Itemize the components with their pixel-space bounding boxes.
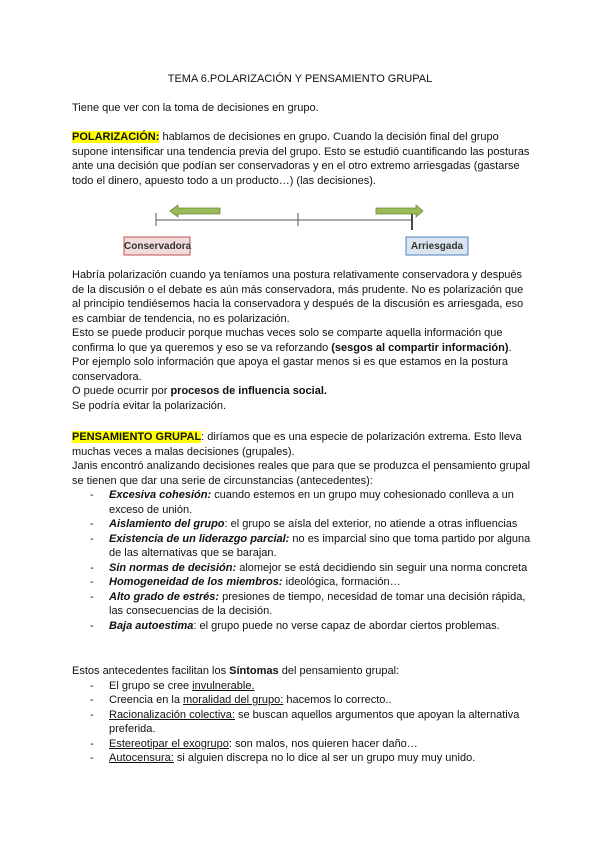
pensamiento-text: : diríamos que es una especie de polarización extrema. Esto lleva muchas veces a malas decisiones (grupales).: [72, 431, 522, 458]
para2-text2: Esto se puede producir porque muchas veces solo se comparte aquella información que confirma lo que ya queremos y eso se va reforzando (sesgos al compartir información).: [72, 327, 512, 354]
list-item: - Creencia en la moralidad del grupo: hacemos lo correcto..: [72, 693, 532, 708]
polarizacion-text: hablamos de decisiones en grupo. Cuando la decisión final del grupo supone intensificar una tendencia previa del grupo. Esto se estudió cuantificando las posturas ante una decisión que podían ser conservadoras y en el otro extremo arriesgadas (gastarse todo el dinero, apuesto todo a un producto…) (las decisiones).: [72, 131, 530, 187]
arrow-left-icon: [170, 205, 220, 217]
janis-text: Janis encontró analizando decisiones reales que para que se produzca el pensamiento grupal se tienen que dar una serie de circunstancias (antecedentes):: [72, 460, 531, 487]
list-item: - Estereotipar el exogrupo: son malos, nos quieren hacer daño…: [72, 737, 532, 752]
polarizacion-paragraph: [72, 130, 532, 188]
sintomas-paragraph: [72, 664, 532, 766]
pensamiento-label: PENSAMIENTO GRUPAL: [72, 431, 202, 443]
polarizacion-explanation: [72, 268, 532, 413]
para2-text3: Por ejemplo solo información que apoya el gastar menos si es que estamos en la postura conservadora.: [72, 356, 508, 383]
list-item: - Autocensura: si alguien discrepa no lo dice al ser un grupo muy muy unido.: [72, 751, 532, 766]
sintomas-list: [72, 679, 532, 766]
list-item: - Alto grado de estrés: presiones de tiempo, necesidad de tomar una decisión rápida, las consecuencias de la decisión.: [72, 590, 532, 619]
para2-text4: O puede ocurrir por procesos de influencia social.: [72, 385, 327, 397]
list-item: - Racionalización colectiva: se buscan aquellos argumentos que apoyan la alternativa preferida.: [72, 708, 532, 737]
list-item: - Excesiva cohesión: cuando estemos en un grupo muy cohesionado conlleva a un exceso de unión.: [72, 488, 532, 517]
list-item: - Aislamiento del grupo: el grupo se aísla del exterior, no atiende a otras influencias: [72, 517, 532, 532]
sintomas-intro: Estos antecedentes facilitan los Síntomas del pensamiento grupal:: [72, 665, 400, 677]
conservadora-label: Conservadora: [124, 241, 192, 252]
page-title: TEMA 6.POLARIZACIÓN Y PENSAMIENTO GRUPAL: [167, 73, 433, 85]
list-item: - El grupo se cree invulnerable.: [72, 679, 532, 694]
arrow-right-icon: [376, 205, 423, 217]
sesgos-bold: (sesgos al compartir información): [331, 341, 509, 354]
polarizacion-label: POLARIZACIÓN:: [72, 131, 160, 143]
para2-text5: Se podría evitar la polarización.: [72, 399, 227, 412]
list-item: - Baja autoestima: el grupo puede no verse capaz de abordar ciertos problemas.: [72, 619, 532, 634]
influencia-bold: procesos de influencia social.: [170, 385, 327, 397]
pensamiento-paragraph: [72, 430, 532, 633]
list-item: - Sin normas de decisión: alomejor se está decidiendo sin seguir una norma concreta: [72, 561, 532, 576]
antecedentes-list: [72, 488, 532, 633]
list-item: - Homogeneidad de los miembros: ideológica, formación…: [72, 575, 532, 590]
intro-paragraph: Tiene que ver con la toma de decisiones en grupo.: [72, 102, 319, 114]
arriesgada-label: Arriesgada: [410, 241, 464, 252]
para2-text1: Habría polarización cuando ya teníamos una postura relativamente conservadora y después de la discusión o el debate es aún más conservadora, más prudente. No es polarización que al principio tendiésemos hacia la conservadora y después de la discusión es arriesgada, eso es cambiar de tendencia, no es polarización.: [72, 269, 524, 325]
list-item: - Existencia de un liderazgo parcial: no es imparcial sino que toma partido por alguna de las alternativas que se barajan.: [72, 532, 532, 561]
